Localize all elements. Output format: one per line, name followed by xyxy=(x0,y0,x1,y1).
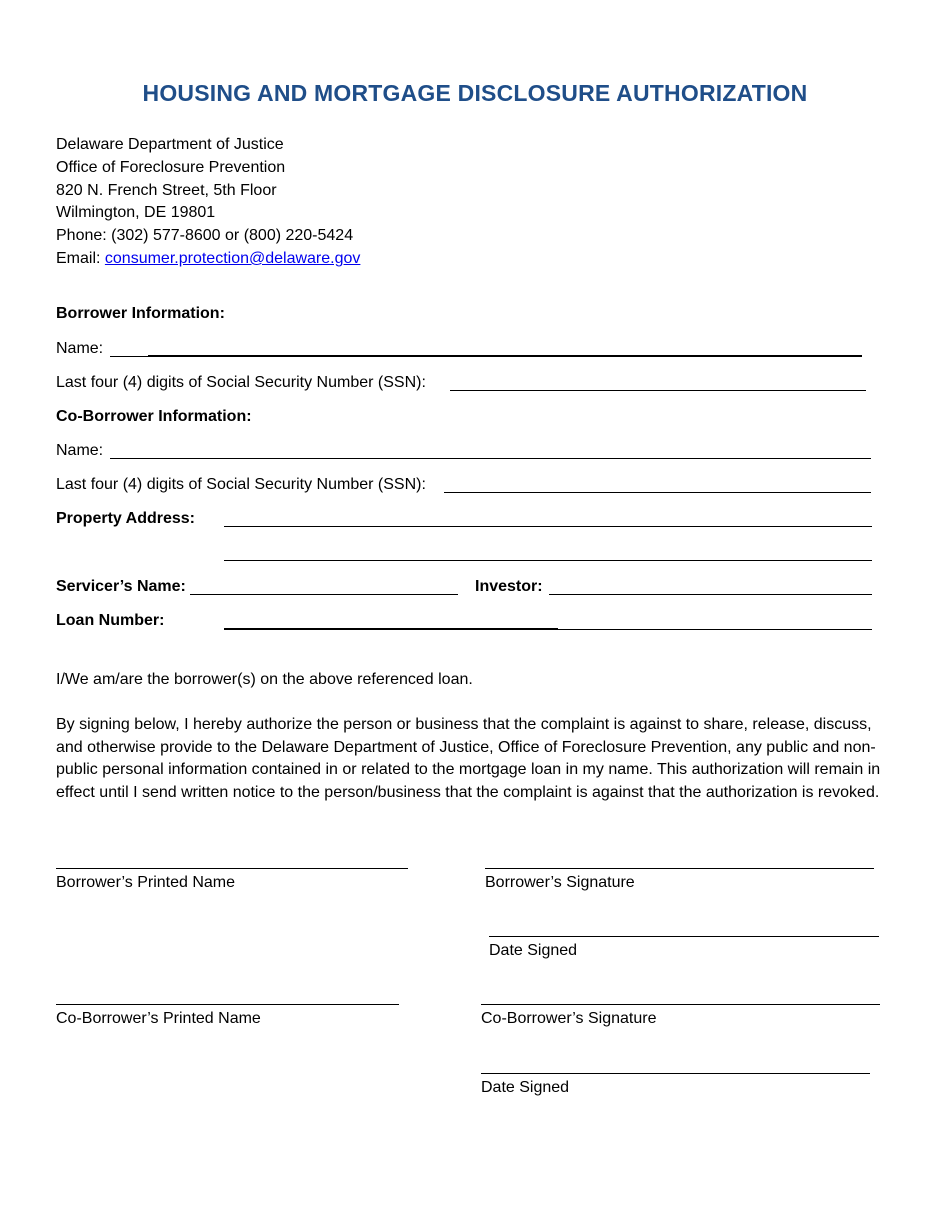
loan-number-field-lead xyxy=(224,628,558,630)
office-department: Delaware Department of Justice xyxy=(56,136,284,153)
co-borrower-name-field[interactable] xyxy=(110,458,871,459)
borrower-signature-line[interactable] xyxy=(485,868,874,869)
borrower-signature-label: Borrower’s Signature xyxy=(485,874,635,891)
loan-number-label: Loan Number: xyxy=(56,612,165,629)
co-borrower-printed-name-label: Co-Borrower’s Printed Name xyxy=(56,1010,261,1027)
co-borrower-name-label: Name: xyxy=(56,442,104,459)
investor-field[interactable] xyxy=(549,594,872,595)
borrower-ssn-label: Last four (4) digits of Social Security Number (SSN): xyxy=(56,374,426,391)
office-email-label: Email: xyxy=(56,249,105,267)
co-borrower-heading: Co-Borrower Information: xyxy=(56,408,252,425)
borrower-name-label: Name: xyxy=(56,340,104,357)
office-phone: Phone: (302) 577-8600 or (800) 220-5424 xyxy=(56,227,354,245)
co-borrower-ssn-label: Last four (4) digits of Social Security Number (SSN): xyxy=(56,476,426,493)
borrower-date-line[interactable] xyxy=(489,936,879,937)
office-address-block xyxy=(56,134,360,271)
borrower-printed-name-line[interactable] xyxy=(56,868,408,869)
co-borrower-date-label: Date Signed xyxy=(481,1079,570,1096)
servicer-name-field[interactable] xyxy=(190,594,458,595)
office-email-row xyxy=(56,248,360,271)
office-city: Wilmington, DE 19801 xyxy=(56,204,216,222)
co-borrower-printed-name-line[interactable] xyxy=(56,1004,399,1005)
co-borrower-date-line[interactable] xyxy=(481,1073,870,1074)
co-borrower-ssn-field[interactable] xyxy=(444,492,871,493)
property-address-label: Property Address: xyxy=(56,510,195,527)
borrower-date-label: Date Signed xyxy=(489,942,578,959)
office-name: Office of Foreclosure Prevention xyxy=(56,158,286,176)
servicer-name-label: Servicer’s Name: xyxy=(56,578,186,595)
borrower-heading: Borrower Information: xyxy=(56,305,225,322)
authorization-paragraph: By signing below, I hereby authorize the person or business that the complaint is against to share, release, discuss, and otherwise provide to the Delaware Department of Justice, Office of Foreclosure Prevention, any public and non-public personal information contained in or related to the mortgage loan in my name. This authorization will remain in effect until I send written notice to the person/business that the complaint is against that the authorization is revoked. xyxy=(56,716,881,801)
borrower-statement: I/We am/are the borrower(s) on the above referenced loan. xyxy=(56,671,473,688)
co-borrower-signature-label: Co-Borrower’s Signature xyxy=(481,1010,657,1027)
property-address-field-2[interactable] xyxy=(224,560,872,561)
co-borrower-signature-line[interactable] xyxy=(481,1004,880,1005)
office-street: 820 N. French Street, 5th Floor xyxy=(56,181,277,199)
borrower-printed-name-label: Borrower’s Printed Name xyxy=(56,874,236,891)
borrower-ssn-field[interactable] xyxy=(450,390,866,391)
loan-number-field[interactable] xyxy=(558,629,872,630)
investor-label: Investor: xyxy=(475,578,543,595)
property-address-field-1[interactable] xyxy=(224,526,872,527)
borrower-name-field[interactable] xyxy=(148,355,862,357)
borrower-name-field-lead xyxy=(110,356,148,357)
office-email-link[interactable]: consumer.protection@delaware.gov xyxy=(104,249,361,267)
page-title: HOUSING AND MORTGAGE DISCLOSURE AUTHORIZATION xyxy=(142,80,808,106)
